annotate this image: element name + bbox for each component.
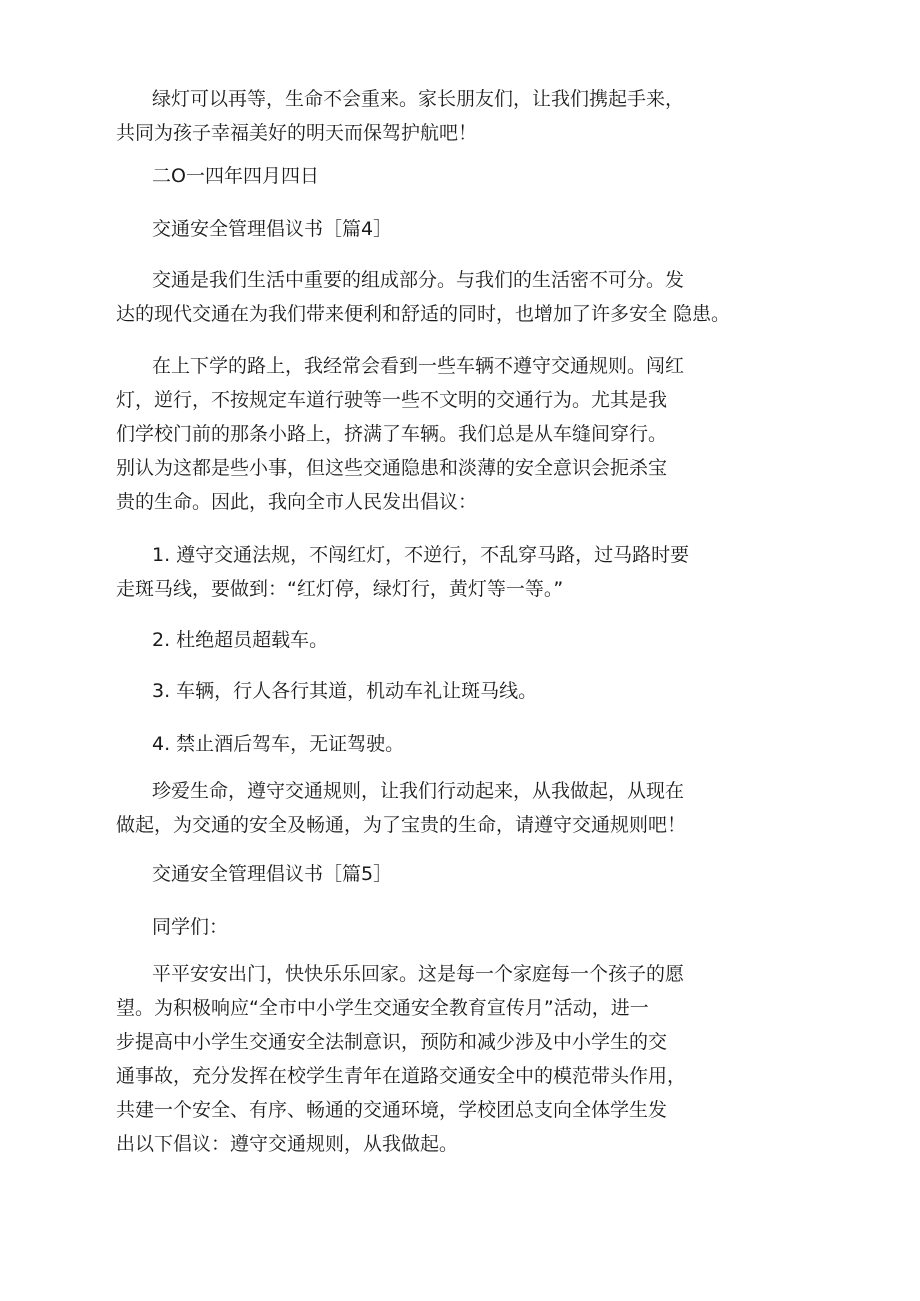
text-line: 平平安安出门，快快乐乐回家。这是每一个家庭每一个孩子的愿 [152,963,685,985]
proposal-item-3 [116,674,796,708]
paragraph-closing-appeal [116,82,796,150]
section-heading-5 [116,857,796,891]
text-line: 绿灯可以再等，生命不会重来。家长朋友们，让我们携起手来， [152,88,685,110]
text-line: 达的现代交通在为我们带来便利和舒适的同时，也增加了许多安全 隐患。 [116,303,731,325]
text-line: 灯，逆行，不按规定车道行驶等一些不文明的交通行为。尤其是我 [116,389,668,411]
text-line: 共同为孩子幸福美好的明天而保驾护航吧！ [116,122,478,144]
text-line: 贵的生命。因此，我向全市人民发出倡议： [116,491,478,513]
paragraph-call-to-action [116,774,796,842]
text-line: 4. 禁止酒后驾车，无证驾驶。 [152,733,405,755]
text-line: 步提高中小学生交通安全法制意识，预防和减少涉及中小学生的交 [116,1031,668,1053]
heading-line: 交通安全管理倡议书［篇4］ [152,218,393,240]
text-line: 出以下倡议：遵守交通规则，从我做起。 [116,1133,459,1155]
text-line: 做起，为交通的安全及畅通，为了宝贵的生命，请遵守交通规则吧！ [116,814,687,836]
text-line: 1. 遵守交通法规，不闯红灯，不逆行，不乱穿马路，过马路时要 [152,544,690,566]
text-line: 共建一个安全、有序、畅通的交通环境，学校团总支向全体学生发 [116,1099,668,1121]
date-line: 二O一四年四月四日 [152,165,319,187]
paragraph-observation [116,349,796,519]
text-line: 通事故，充分发挥在校学生青年在道路交通安全中的模范带头作用， [116,1065,687,1087]
text-line: 走斑马线，要做到：“红灯停，绿灯行，黄灯等一等。” [116,578,564,600]
text-line: 们学校门前的那条小路上，挤满了车辆。我们总是从车缝间穿行。 [116,423,668,445]
proposal-item-2 [116,623,796,657]
text-line: 3. 车辆，行人各行其道，机动车礼让斑马线。 [152,680,538,702]
paragraph-intro [116,263,796,331]
heading-line: 交通安全管理倡议书［篇5］ [152,863,393,885]
text-line: 望。为积极响应“全市中小学生交通安全教育宣传月”活动，进一 [116,997,649,1019]
paragraph-date [116,159,796,193]
text-line: 珍爱生命，遵守交通规则，让我们行动起来，从我做起，从现在 [152,780,685,802]
paragraph-student-appeal [116,957,796,1161]
salutation-line: 同学们： [152,916,229,938]
text-line: 在上下学的路上，我经常会看到一些车辆不遵守交通规则。闯红 [152,355,685,377]
text-line: 交通是我们生活中重要的组成部分。与我们的生活密不可分。发 [152,269,685,291]
text-line: 别认为这都是些小事，但这些交通隐患和淡薄的安全意识会扼杀宝 [116,457,668,479]
text-line: 2. 杜绝超员超载车。 [152,629,329,651]
section-heading-4 [116,212,796,246]
proposal-item-1 [116,538,796,606]
paragraph-salutation [116,910,796,944]
proposal-item-4 [116,727,796,761]
